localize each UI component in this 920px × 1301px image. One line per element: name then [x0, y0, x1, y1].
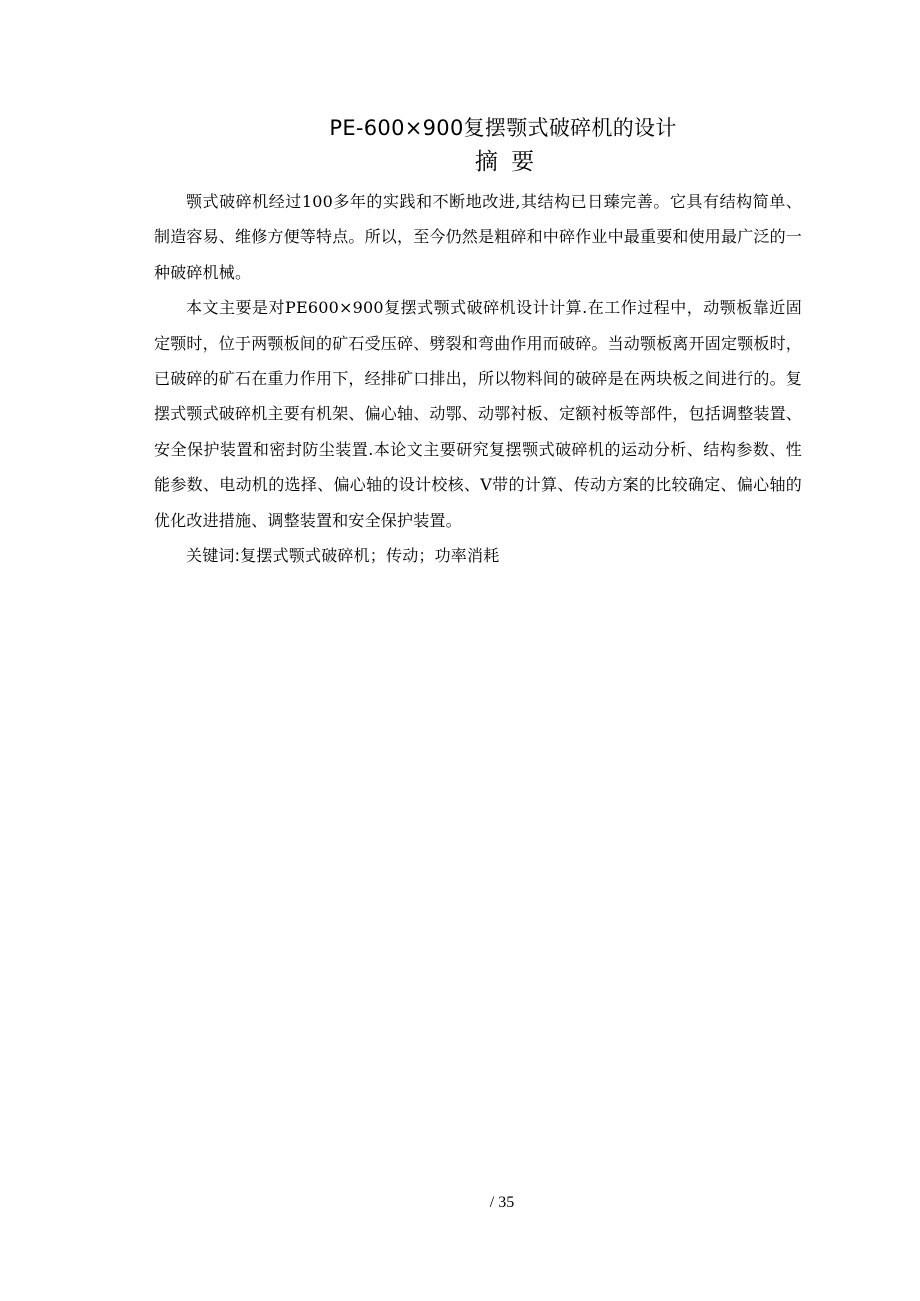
abstract-body	[154, 184, 802, 573]
page-number: / 35	[489, 1194, 515, 1211]
abstract-paragraph: 颚式破碎机经过100多年的实践和不断地改进,其结构已日臻完善。它具有结构简单、制造容易、维修方便等特点。所以，至今仍然是粗碎和中碎作业中最重要和使用最广泛的一种破碎机械。	[154, 192, 803, 282]
document-title: PE-600×900复摆颚式破碎机的设计	[329, 116, 677, 140]
abstract-heading: 摘 要	[474, 149, 538, 175]
keywords-line	[154, 538, 802, 573]
keywords-text: 复摆式颚式破碎机；传动；功率消耗	[240, 546, 500, 566]
abstract-paragraph: 本文主要是对PE600×900复摆式颚式破碎机设计计算.在工作过程中，动颚板靠近固定颚时，位于两颚板间的矿石受压碎、劈裂和弯曲作用而破碎。当动颚板离开固定颚板时，已破碎的矿石在重力作用下，经排矿口排出，所以物料间的破碎是在两块板之间进行的。复摆式颚式破碎机主要有机架、偏心轴、动鄂、动鄂衬板、定额衬板等部件，包括调整装置、安全保护装置和密封防尘装置.本论文主要研究复摆颚式破碎机的运动分析、结构参数、性能参数、电动机的选择、偏心轴的设计校核、V带的计算、传动方案的比较确定、偏心轴的优化改进措施、调整装置和安全保护装置。	[154, 298, 803, 530]
keywords-label: 关键词:	[186, 546, 241, 566]
